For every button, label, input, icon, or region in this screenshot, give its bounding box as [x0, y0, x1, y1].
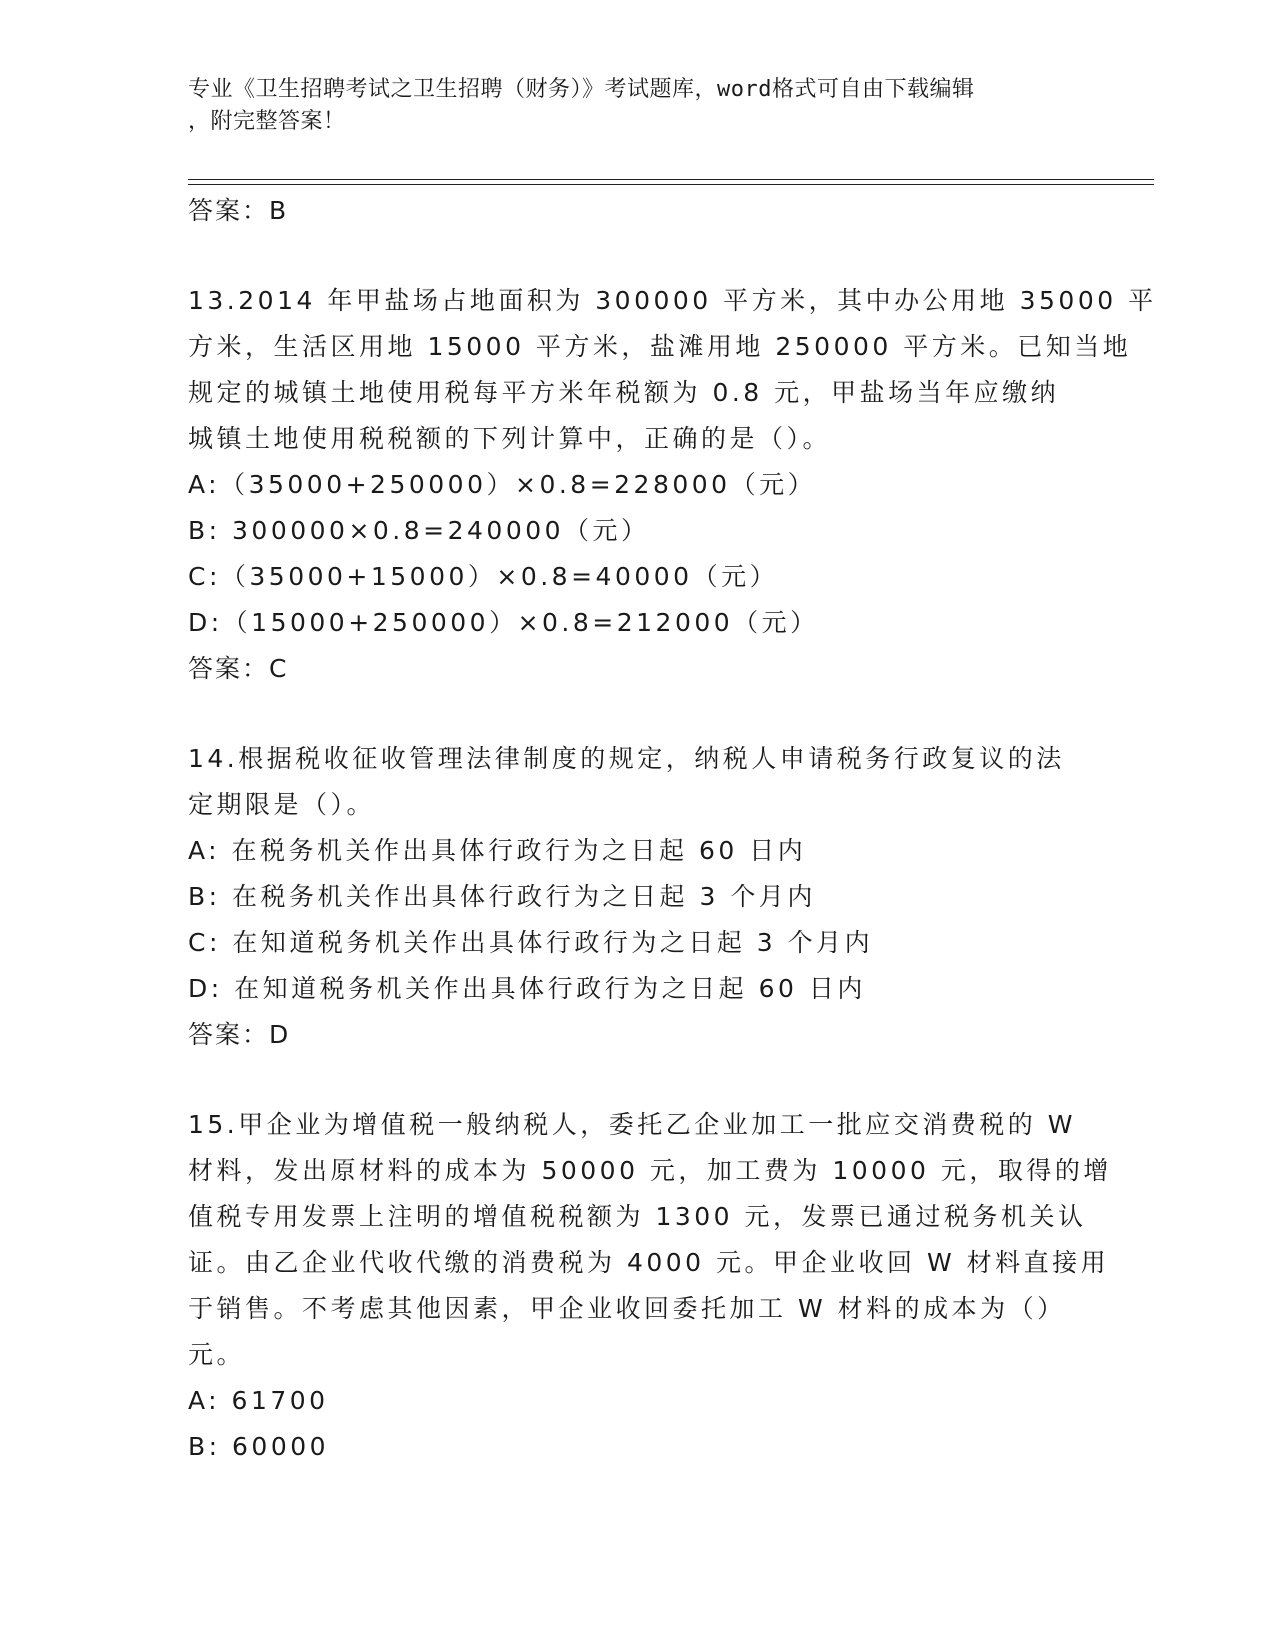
question-stem-line: 13.2014 年甲盐场占地面积为 300000 平方米，其中办公用地 35000 平 [188, 286, 1157, 315]
question-15 [188, 1102, 1112, 1470]
option-d: D:（15000+250000）×0.8=212000（元） [188, 608, 819, 637]
option-c: C:（35000+15000）×0.8=40000（元） [188, 562, 779, 591]
question-stem-line: 规定的城镇土地使用税每平方米年税额为 0.8 元，甲盐场当年应缴纳 [188, 378, 1060, 407]
header-line-2: ，附完整答案！ [188, 109, 346, 134]
question-stem-line: 于销售。不考虑其他因素，甲企业收回委托加工 W 材料的成本为（） [188, 1294, 1066, 1323]
option-b: B: 在税务机关作出具体行政行为之日起 3 个月内 [188, 882, 816, 911]
document-body [188, 188, 1157, 1470]
option-c: C: 在知道税务机关作出具体行政行为之日起 3 个月内 [188, 928, 874, 957]
option-b: B: 300000×0.8=240000（元） [188, 516, 650, 545]
header-divider-bottom [188, 184, 1154, 185]
question-stem-line: 15.甲企业为增值税一般纳税人，委托乙企业加工一批应交消费税的 W [188, 1110, 1076, 1139]
question-stem-line: 方米，生活区用地 15000 平方米，盐滩用地 250000 平方米。已知当地 [188, 332, 1132, 361]
question-stem-line: 值税专用发票上注明的增值税税额为 1300 元，发票已通过税务机关认 [188, 1202, 1087, 1231]
question-14 [188, 736, 1088, 1058]
header-line-1: 专业《卫生招聘考试之卫生招聘（财务）》考试题库，word格式可自由下载编辑 [188, 77, 975, 102]
document-header [188, 74, 1068, 138]
option-a: A: 61700 [188, 1386, 329, 1415]
header-divider-top [188, 179, 1154, 180]
spacer [188, 692, 1088, 736]
question-stem-line: 城镇土地使用税税额的下列计算中，正确的是（）。 [188, 424, 832, 453]
question-stem-line: 14.根据税收征收管理法律制度的规定，纳税人申请税务行政复议的法 [188, 744, 1065, 773]
answer-line: 答案：B [188, 196, 289, 225]
answer-line: 答案：C [188, 654, 289, 683]
question-stem-line: 定期限是（）。 [188, 790, 376, 819]
spacer [188, 1058, 1088, 1102]
answer-line: 答案：D [188, 1020, 291, 1049]
question-stem-line: 元。 [188, 1340, 246, 1369]
option-b: B: 60000 [188, 1432, 330, 1461]
option-a: A: 在税务机关作出具体行政行为之日起 60 日内 [188, 836, 807, 865]
question-stem-line: 证。由乙企业代收代缴的消费税为 4000 元。甲企业收回 W 材料直接用 [188, 1248, 1110, 1277]
question-stem-line: 材料，发出原材料的成本为 50000 元，加工费为 10000 元，取得的增 [188, 1156, 1112, 1185]
option-d: D: 在知道税务机关作出具体行政行为之日起 60 日内 [188, 974, 866, 1003]
question-13 [188, 278, 1157, 692]
spacer [188, 234, 1088, 278]
option-a: A:（35000+250000）×0.8=228000（元） [188, 470, 817, 499]
